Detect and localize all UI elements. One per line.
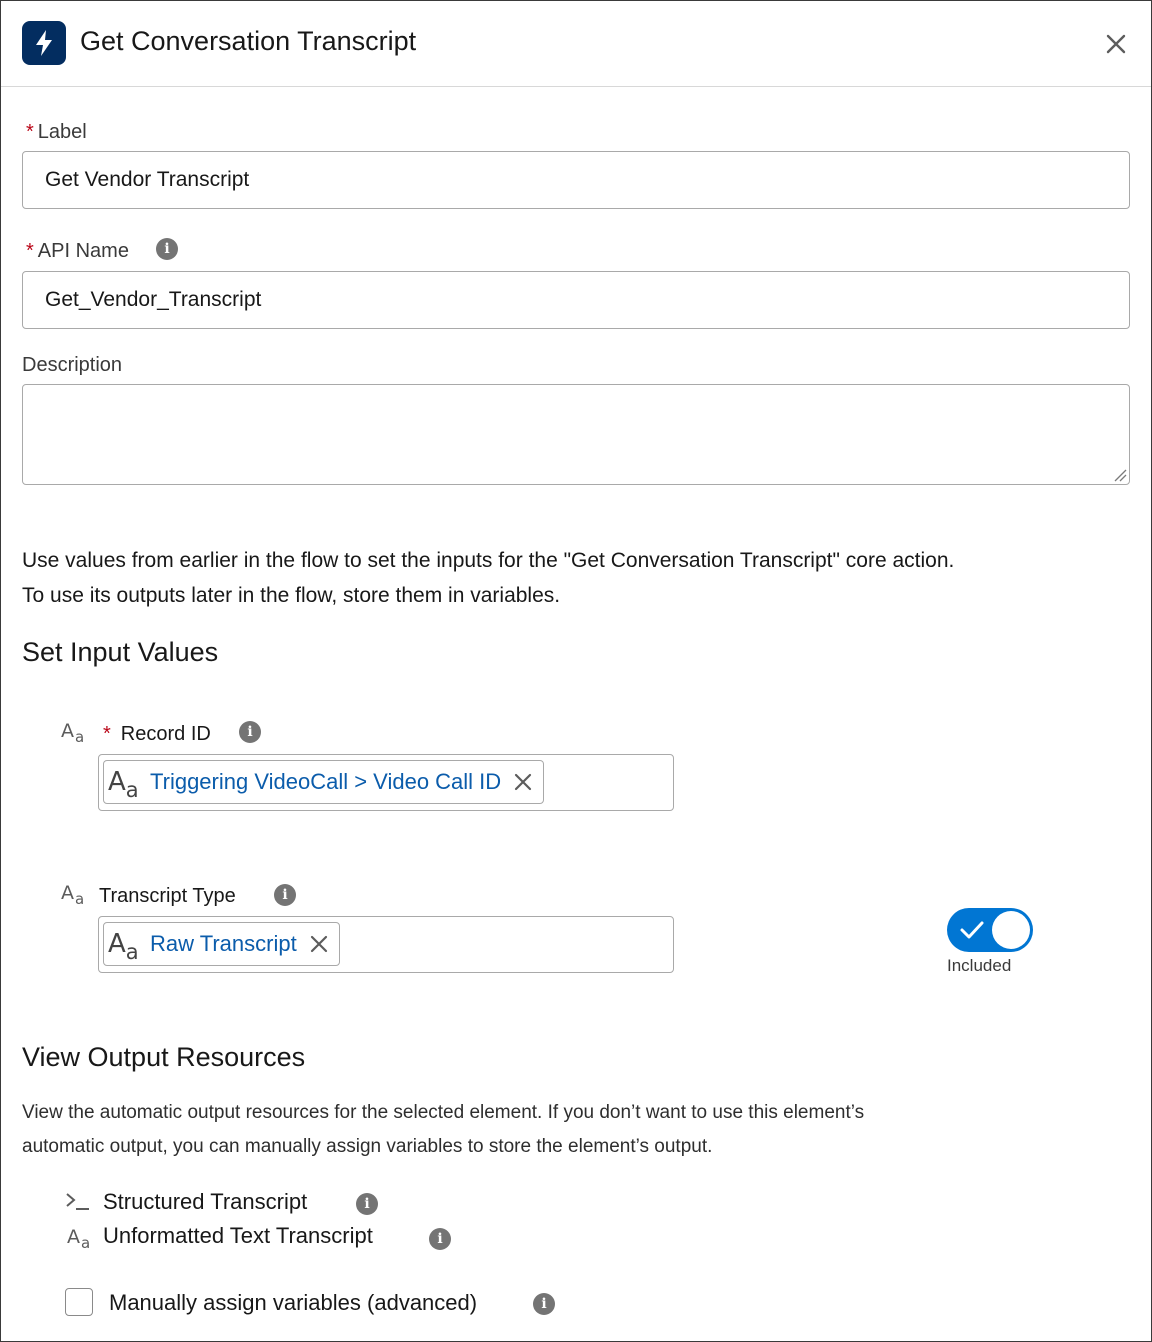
output-item-structured-transcript: Structured Transcript: [65, 1189, 307, 1215]
apex-prompt-icon: [65, 1190, 91, 1212]
api-name-field-label: * API Name: [26, 240, 129, 262]
check-icon: [959, 919, 985, 941]
record-id-input[interactable]: [98, 754, 674, 811]
info-icon[interactable]: i: [239, 721, 261, 743]
intro-text: Use values from earlier in the flow to set the inputs for the "Get Conversation Transcript" core action. To use its outputs later in the flow, store them in variables.: [22, 549, 955, 607]
close-button[interactable]: [1101, 29, 1131, 59]
transcript-type-label: Transcript Type: [99, 885, 236, 907]
transcript-type-input[interactable]: [98, 916, 674, 973]
required-mark: *: [103, 723, 111, 745]
info-icon[interactable]: i: [533, 1293, 555, 1315]
close-icon[interactable]: [309, 934, 329, 954]
remove-pill-button[interactable]: [513, 772, 543, 792]
manual-assign-checkbox[interactable]: [65, 1288, 93, 1316]
include-toggle[interactable]: [947, 908, 1033, 952]
label-input[interactable]: Get Vendor Transcript: [22, 151, 1130, 209]
view-output-resources-heading: View Output Resources: [22, 1042, 306, 1072]
set-input-values-heading: Set Input Values: [22, 637, 219, 667]
info-icon[interactable]: i: [429, 1228, 451, 1250]
text-type-icon: Aa: [61, 720, 85, 746]
required-mark: *: [26, 121, 34, 143]
panel-header: [1, 1, 1151, 87]
record-id-pill-text[interactable]: Triggering VideoCall > Video Call ID: [150, 769, 502, 794]
transcript-type-pill-text[interactable]: Raw Transcript: [150, 931, 297, 956]
close-icon[interactable]: [1106, 34, 1126, 54]
text-type-icon: $A_a$: [67, 1226, 91, 1252]
text-type-icon: Aa: [108, 929, 139, 964]
toggle-label: Included: [947, 956, 1012, 975]
manual-assign-label[interactable]: Manually assign variables (advanced): [109, 1290, 478, 1315]
record-id-pill[interactable]: [103, 760, 544, 804]
record-id-label: * Record ID: [103, 723, 211, 745]
output-description: View the automatic output resources for the selected element. If you don’t want to use this element’s automatic output, you can manually assign variables to store the element’s output.: [22, 1102, 865, 1157]
resize-grip-icon[interactable]: [1113, 468, 1127, 482]
required-mark: *: [26, 240, 34, 262]
description-field-label: Description: [22, 354, 123, 376]
panel-title: Get Conversation Transcript: [80, 26, 417, 56]
transcript-type-pill[interactable]: [103, 922, 340, 966]
text-type-icon: Aa: [61, 882, 85, 908]
text-type-icon: Aa: [108, 767, 139, 802]
toggle-knob: [992, 911, 1030, 949]
output-item-unformatted-text-transcript: $A_a$ Unformatted Text Transcript: [67, 1223, 373, 1252]
api-name-input[interactable]: Get_Vendor_Transcript: [22, 271, 1130, 329]
info-icon[interactable]: i: [274, 884, 296, 906]
close-icon[interactable]: [513, 772, 533, 792]
lightning-bolt-icon: [22, 21, 66, 65]
info-icon[interactable]: i: [156, 238, 178, 260]
info-icon[interactable]: i: [356, 1193, 378, 1215]
description-textarea[interactable]: [22, 384, 1130, 485]
label-field-label: * Label: [26, 121, 87, 143]
remove-pill-button[interactable]: [309, 934, 339, 954]
